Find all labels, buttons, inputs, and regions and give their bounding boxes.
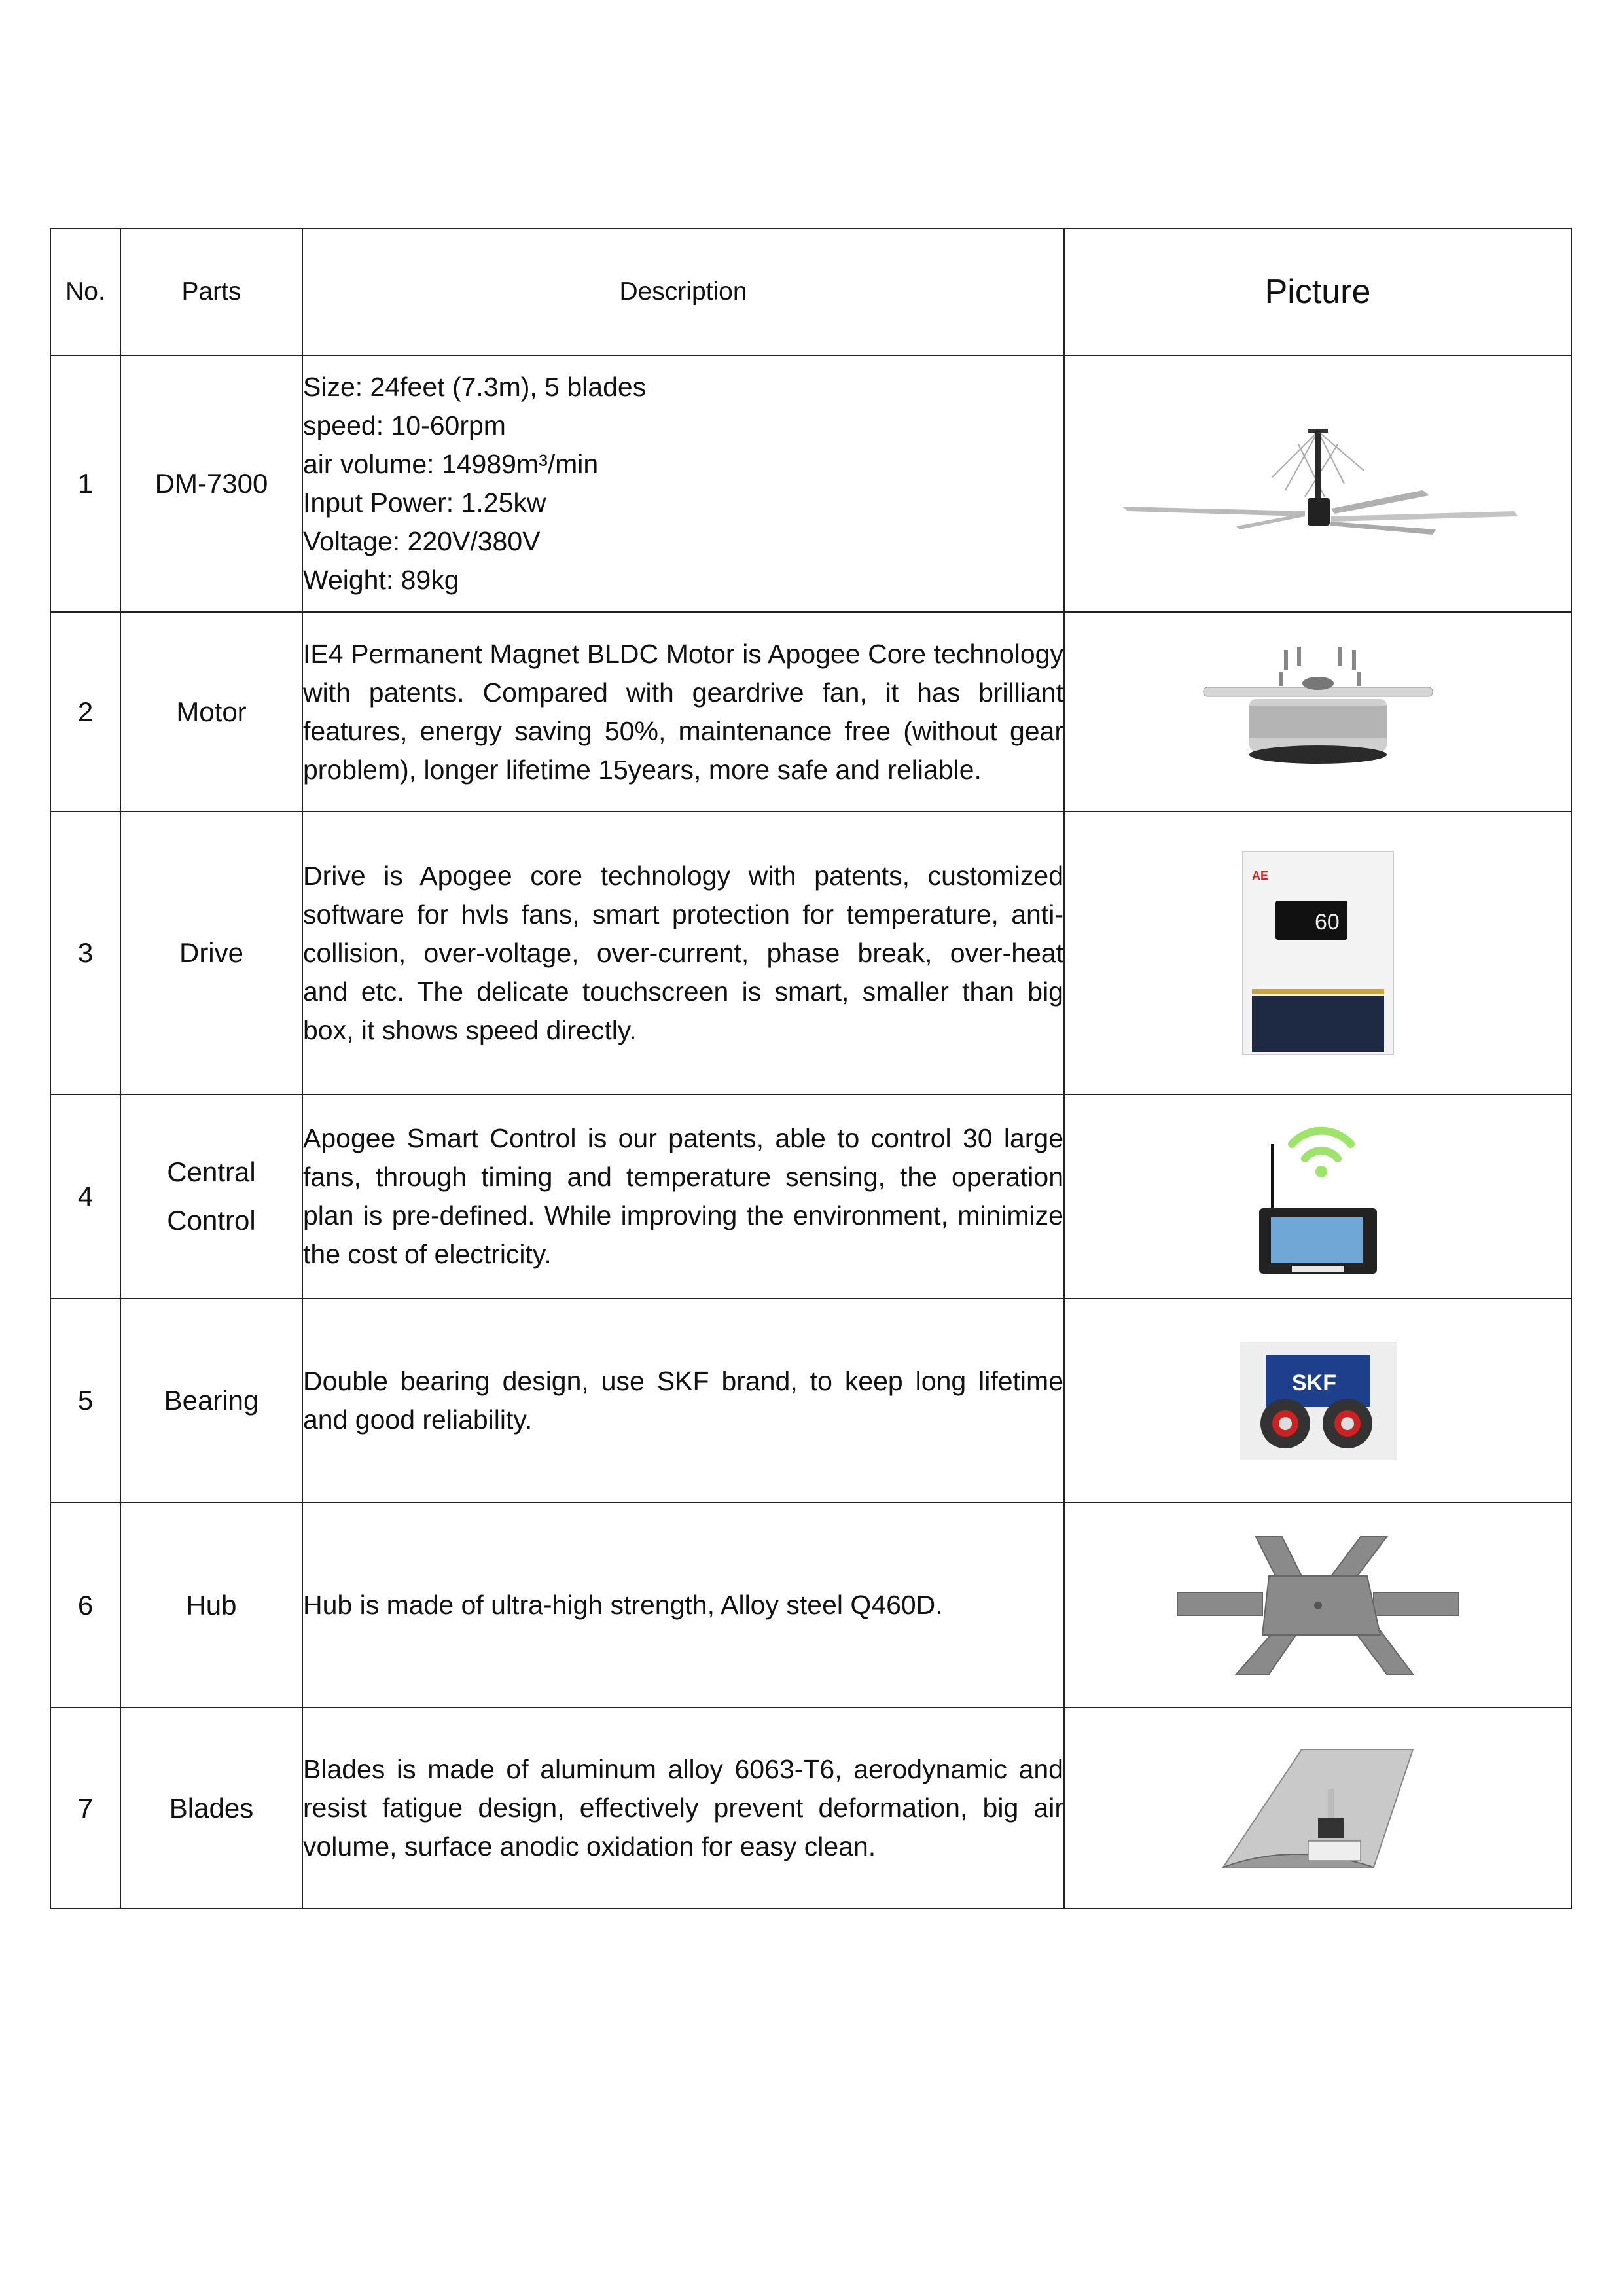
table-row (50, 355, 1571, 612)
bldc-motor-icon (1200, 640, 1436, 784)
part-name-line: Central (167, 1157, 256, 1187)
table-row (50, 1094, 1571, 1299)
row-number: 3 (50, 812, 120, 1094)
header-no: No. (50, 228, 120, 355)
part-name: Hub (120, 1503, 302, 1708)
header-picture: Picture (1064, 228, 1571, 355)
drive-box-icon (1236, 848, 1400, 1058)
row-number: 4 (50, 1094, 120, 1299)
part-picture (1064, 1503, 1571, 1708)
part-name: Motor (120, 612, 302, 812)
header-parts: Parts (120, 228, 302, 355)
drive-speed-readout: 60 (1314, 910, 1340, 935)
part-picture (1064, 355, 1571, 612)
part-name: Blades (120, 1708, 302, 1909)
spec-line: air volume: 14989m³/min (303, 449, 599, 479)
part-name-line: Control (167, 1205, 256, 1236)
table-row (50, 812, 1571, 1094)
header-description: Description (302, 228, 1064, 355)
row-number: 2 (50, 612, 120, 812)
hvls-fan-icon (1109, 418, 1527, 549)
table-row (50, 612, 1571, 812)
table-row (50, 1299, 1571, 1503)
part-picture (1064, 1094, 1571, 1299)
part-description: IE4 Permanent Magnet BLDC Motor is Apogee Core technology with patents. Compared with geardrive fan, it has brilliant features, energy saving 50%, maintenance free (without gear problem), longer lifetime 15years, more safe and reliable. (302, 612, 1064, 812)
row-number: 7 (50, 1708, 120, 1909)
part-name: Drive (120, 812, 302, 1094)
part-name: Bearing (120, 1299, 302, 1503)
part-picture (1064, 1299, 1571, 1503)
table-row (50, 1503, 1571, 1708)
part-name: DM-7300 (120, 355, 302, 612)
header-row (50, 228, 1571, 355)
part-picture (1064, 612, 1571, 812)
part-name (120, 1094, 302, 1299)
part-description (302, 355, 1064, 612)
part-picture (1064, 1708, 1571, 1909)
parts-table (50, 228, 1572, 1909)
row-number: 5 (50, 1299, 120, 1503)
skf-bearing-icon (1240, 1342, 1397, 1460)
row-number: 1 (50, 355, 120, 612)
wireless-controller-icon (1233, 1111, 1403, 1282)
drive-brand-logo: AE (1251, 869, 1268, 882)
spec-line: Weight: 89kg (303, 565, 459, 595)
spec-line: Voltage: 220V/380V (303, 526, 541, 556)
part-description: Double bearing design, use SKF brand, to keep long lifetime and good reliability. (302, 1299, 1064, 1503)
row-number: 6 (50, 1503, 120, 1708)
part-picture (1064, 812, 1571, 1094)
part-description: Hub is made of ultra-high strength, Alloy steel Q460D. (302, 1503, 1064, 1708)
skf-logo: SKF (1291, 1371, 1336, 1395)
table-row (50, 1708, 1571, 1909)
spec-line: Size: 24feet (7.3m), 5 blades (303, 372, 647, 402)
spec-line: Input Power: 1.25kw (303, 488, 546, 518)
spec-line: speed: 10-60rpm (303, 410, 506, 440)
part-description: Blades is made of aluminum alloy 6063-T6, aerodynamic and resist fatigue design, effectively prevent deformation, big air volume, surface anodic oxidation for easy clean. (302, 1708, 1064, 1909)
hub-plate-icon (1177, 1530, 1459, 1681)
part-description: Drive is Apogee core technology with patents, customized software for hvls fans, smart protection for temperature, anti-collision, over-voltage, over-current, phase break, over-heat and etc. The delicate touchscreen is smart, smaller than big box, it shows speed directly. (302, 812, 1064, 1094)
part-description: Apogee Smart Control is our patents, able to control 30 large fans, through timing and temperature sensing, the operation plan is pre-defined. While improving the environment, minimize the cost of electricity. (302, 1094, 1064, 1299)
aluminum-blade-icon (1217, 1743, 1419, 1874)
